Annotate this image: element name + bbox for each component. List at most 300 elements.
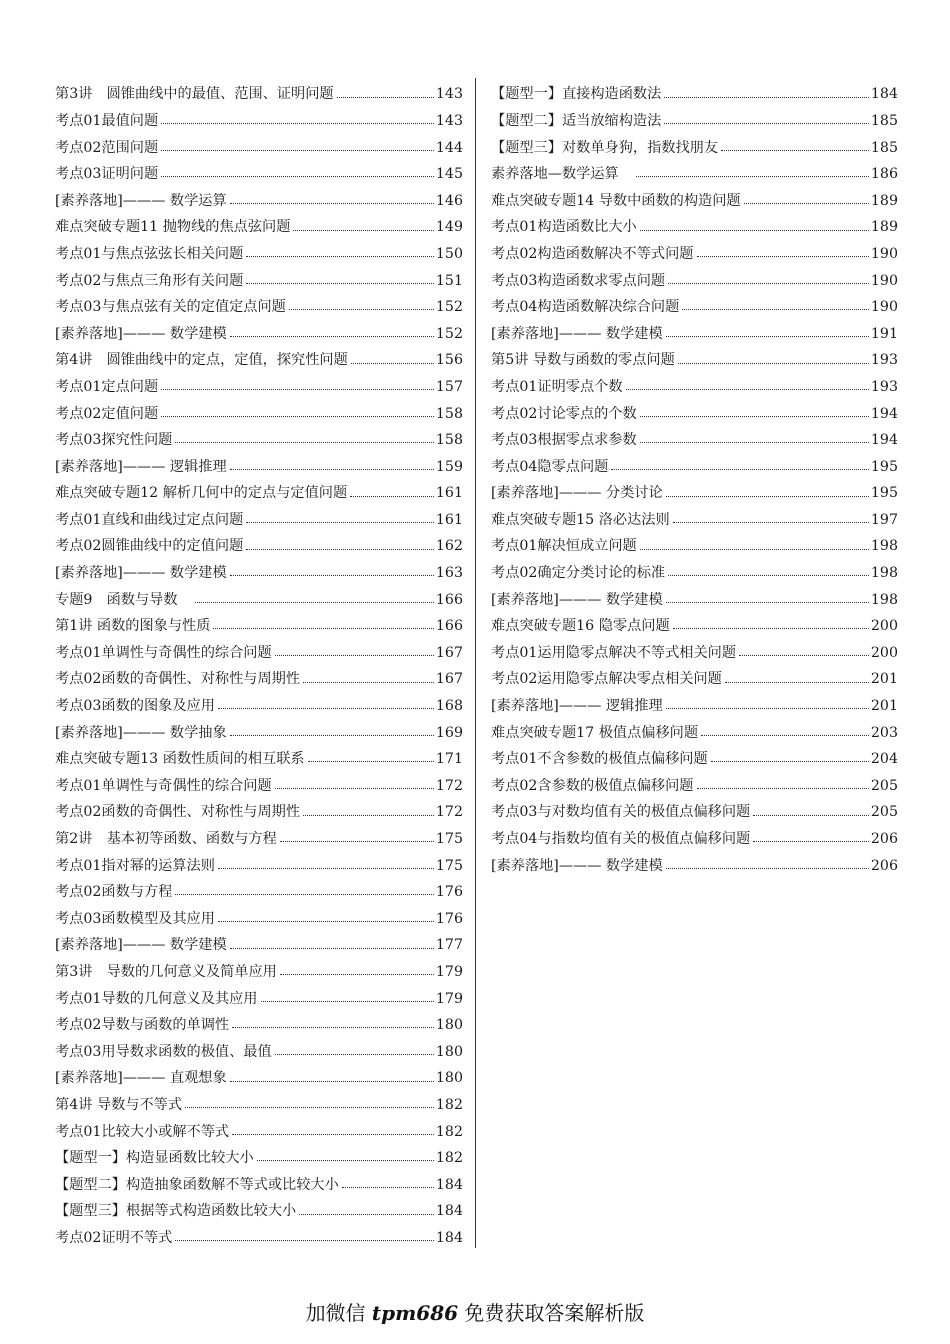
toc-entry-page: 159 [435,458,463,474]
dot-leader [246,256,434,257]
toc-entry[interactable] [491,713,898,740]
toc-entry-page: 191 [870,325,898,341]
toc-entry-title: [素养落地]——— 数学运算 [55,192,227,208]
toc-entry-page: 157 [435,378,463,395]
toc-entry-title: 考点03探究性问题 [55,432,173,448]
toc-entry-page: 175 [435,857,463,873]
toc-entry-page: 143 [435,86,463,102]
toc-entry[interactable] [55,899,463,926]
toc-entry-page: 182 [435,1123,463,1139]
toc-entry-title: 考点02函数的奇偶性、对称性与周期性 [55,671,301,687]
toc-entry-title: 考点01导数的几何意义及其应用 [55,990,258,1006]
dot-leader [342,1187,434,1188]
toc-entry-title: 考点01单调性与奇偶性的综合问题 [55,644,272,661]
toc-entry[interactable] [55,1219,463,1246]
toc-entry-page: 167 [435,644,463,661]
toc-entry-page: 184 [870,86,898,102]
toc-entry[interactable] [55,687,463,714]
toc-entry-page: 168 [435,698,463,714]
toc-entry-page: 203 [870,724,898,740]
toc-entry-title: 考点01证明零点个数 [491,378,623,395]
toc-entry-title: 考点01比较大小或解不等式 [55,1123,230,1139]
dot-leader [664,97,869,98]
toc-entry-title: 考点01运用隐零点解决不等式相关问题 [491,644,737,661]
toc-entry-title: [素养落地]——— 直观想象 [55,1070,227,1086]
toc-entry-page: 185 [870,139,898,155]
toc-entry[interactable] [491,447,898,474]
dot-leader [673,628,869,629]
toc-entry[interactable] [491,421,898,448]
toc-entry[interactable] [55,155,463,182]
toc-entry-title: 考点01定点问题 [55,378,159,395]
dot-leader [275,655,434,656]
toc-entry-page: 180 [435,1070,463,1086]
dot-leader [289,309,434,310]
dot-leader [230,575,434,576]
toc-entry-page: 189 [870,219,898,235]
toc-entry-title: 难点突破专题17 极值点偏移问题 [491,724,699,740]
toc-entry-page: 205 [870,804,898,820]
dot-leader [218,868,434,869]
toc-entry[interactable] [55,554,463,581]
toc-column-right [491,75,898,873]
toc-entry-page: 190 [870,245,898,262]
toc-entry-page: 176 [435,884,463,900]
toc-entry[interactable] [55,181,463,208]
dot-leader [682,309,869,310]
dot-leader [232,1134,434,1135]
toc-entry-page: 198 [870,591,898,607]
toc-entry[interactable] [55,368,463,395]
toc-entry[interactable] [55,261,463,288]
toc-entry-title: 考点03与对数均值有关的极值点偏移问题 [491,804,751,820]
toc-entry-title: 考点03函数的图象及应用 [55,698,215,714]
toc-entry-title: 考点02讨论零点的个数 [491,405,637,421]
toc-entry-page: 198 [870,538,898,554]
toc-entry[interactable] [491,474,898,501]
dot-leader [230,735,434,736]
toc-entry[interactable] [491,687,898,714]
toc-entry-page: 158 [435,432,463,448]
toc-entry[interactable] [55,128,463,155]
toc-entry[interactable] [491,181,898,208]
toc-entry-title: 第1讲 函数的图象与性质 [55,618,211,634]
dot-leader [175,1240,434,1241]
dot-leader [640,549,869,550]
toc-entry-page: 180 [435,1017,463,1033]
toc-entry[interactable] [55,1006,463,1033]
dot-leader [308,761,434,762]
toc-entry-title: 难点突破专题16 隐零点问题 [491,618,670,634]
toc-entry-page: 166 [435,618,463,634]
toc-entry-title: 第4讲 导数与不等式 [55,1096,183,1113]
dot-leader [232,1027,434,1028]
toc-entry-page: 152 [435,299,463,315]
dot-leader [195,602,434,603]
toc-entry-page: 143 [435,112,463,129]
toc-entry[interactable] [55,394,463,421]
footer-prefix: 加微信 [305,1301,372,1325]
toc-entry-page: 161 [435,485,463,501]
toc-entry[interactable] [491,580,898,607]
dot-leader [303,815,434,816]
toc-entry-page: 200 [870,644,898,661]
dot-leader [275,1054,434,1055]
dot-leader [246,283,434,284]
toc-entry-title: 考点04与指数均值有关的极值点偏移问题 [491,831,751,847]
toc-entry-title: 专题9 函数与导数 [55,591,192,607]
toc-entry-page: 161 [435,511,463,528]
dot-leader [640,442,869,443]
dot-leader [725,682,869,683]
toc-entry-title: 第2讲 基本初等函数、函数与方程 [55,831,277,847]
toc-entry[interactable] [55,953,463,980]
dot-leader [666,708,869,709]
toc-entry[interactable] [55,1139,463,1166]
toc-entry-title: [素养落地]——— 数学建模 [55,937,227,953]
toc-entry-title: 考点02定值问题 [55,405,159,421]
toc-entry-page: 158 [435,405,463,421]
toc-entry-title: [素养落地]——— 数学建模 [55,565,227,581]
toc-entry-title: 考点01直线和曲线过定点问题 [55,511,244,528]
toc-entry[interactable] [55,793,463,820]
toc-entry-title: 考点01构造函数比大小 [491,219,637,235]
toc-entry-title: 难点突破专题11 抛物线的焦点弦问题 [55,219,291,235]
dot-leader [161,176,434,177]
toc-entry-page: 184 [435,1229,463,1246]
toc-entry-title: [素养落地]——— 数学建模 [491,857,663,873]
toc-entry[interactable] [491,394,898,421]
toc-entry-page: 194 [870,405,898,421]
footer-wechat-id: tpm686 [371,1301,459,1325]
toc-entry-title: 考点01最值问题 [55,112,159,129]
toc-entry-page: 204 [870,751,898,767]
toc-entry[interactable] [55,1192,463,1219]
toc-entry-page: 200 [870,618,898,634]
dot-leader [280,841,434,842]
toc-entry[interactable] [491,288,898,315]
dot-leader [303,682,434,683]
dot-leader [275,788,434,789]
toc-entry-title: 考点02运用隐零点解决零点相关问题 [491,671,722,687]
toc-entry-page: 150 [435,245,463,262]
toc-entry-title: 素养落地—数学运算 [491,166,633,182]
dot-leader [701,735,869,736]
toc-entry-page: 182 [435,1150,463,1166]
toc-entry-title: 考点03证明问题 [55,166,159,182]
toc-entry[interactable] [55,235,463,262]
dot-leader [230,203,434,204]
toc-entry-page: 193 [870,352,898,368]
toc-entry-page: 186 [870,166,898,182]
dot-leader [161,389,434,390]
toc-entry-title: 考点01指对幂的运算法则 [55,857,215,873]
dot-leader [666,496,869,497]
toc-entry-page: 185 [870,112,898,129]
toc-entry-page: 177 [435,937,463,953]
toc-entry-title: 考点03函数模型及其应用 [55,910,215,926]
footer-suffix: 免费获取答案解析版 [458,1301,645,1325]
toc-entry[interactable] [491,75,898,102]
toc-entry-title: 考点02与焦点三角形有关问题 [55,272,244,288]
dot-leader [213,628,433,629]
dot-leader [230,948,434,949]
toc-entry[interactable] [491,314,898,341]
toc-entry-title: 【题型三】根据等式构造函数比较大小 [55,1203,297,1219]
toc-entry-page: 166 [435,591,463,607]
toc-entry-title: 考点03用导数求函数的极值、最值 [55,1043,272,1059]
toc-entry[interactable] [55,314,463,341]
toc-entry[interactable] [55,820,463,847]
dot-leader [161,416,434,417]
dot-leader [640,416,869,417]
toc-entry-page: 146 [435,192,463,208]
toc-entry-page: 172 [435,777,463,794]
column-divider [475,78,476,1248]
dot-leader [161,150,434,151]
toc-entry-title: 考点04构造函数解决综合问题 [491,299,680,315]
toc-entry[interactable] [491,820,898,847]
toc-entry-title: 考点03根据零点求参数 [491,432,637,448]
toc-entry[interactable] [55,75,463,102]
dot-leader [230,336,434,337]
toc-entry[interactable] [491,368,898,395]
toc-entry-page: 205 [870,777,898,794]
toc-entry[interactable] [55,633,463,660]
dot-leader [664,123,869,124]
toc-entry[interactable] [55,474,463,501]
toc-entry[interactable] [491,846,898,873]
dot-leader [711,761,869,762]
dot-leader [678,363,869,364]
toc-entry[interactable] [491,793,898,820]
toc-entry[interactable] [55,102,463,129]
dot-leader [337,97,434,98]
toc-entry-title: [素养落地]——— 逻辑推理 [55,458,227,474]
toc-entry-page: 206 [870,857,898,873]
toc-entry-title: 考点02确定分类讨论的标准 [491,565,666,581]
dot-leader [280,974,434,975]
dot-leader [261,1001,434,1002]
dot-leader [666,602,869,603]
toc-entry-page: 182 [435,1096,463,1113]
toc-entry-title: 考点02构造函数解决不等式问题 [491,245,694,262]
dot-leader [626,389,869,390]
toc-entry[interactable] [55,713,463,740]
toc-entry[interactable] [491,554,898,581]
toc-entry[interactable] [491,235,898,262]
toc-entry-page: 162 [435,538,463,554]
toc-entry-page: 169 [435,724,463,740]
toc-entry[interactable] [491,102,898,129]
toc-entry-page: 197 [870,511,898,528]
toc-entry-page: 163 [435,565,463,581]
toc-entry[interactable] [55,926,463,953]
toc-entry-page: 156 [435,352,463,368]
dot-leader [611,469,869,470]
toc-entry[interactable] [55,873,463,900]
toc-entry[interactable] [491,155,898,182]
toc-entry-title: 【题型一】构造显函数比较大小 [55,1150,254,1166]
toc-entry[interactable] [55,979,463,1006]
toc-entry[interactable] [55,1059,463,1086]
dot-leader [161,123,434,124]
toc-entry-title: 【题型二】适当放缩构造法 [491,112,662,129]
toc-entry-page: 179 [435,990,463,1006]
dot-leader [744,203,869,204]
dot-leader [753,841,869,842]
toc-entry[interactable] [55,1086,463,1113]
toc-entry-title: 考点01不含参数的极值点偏移问题 [491,751,708,767]
toc-entry-page: 180 [435,1043,463,1059]
dot-leader [218,708,434,709]
toc-entry-page: 201 [870,698,898,714]
dot-leader [636,176,869,177]
toc-entry-title: 考点02含参数的极值点偏移问题 [491,777,694,794]
dot-leader [697,256,869,257]
toc-entry-page: 195 [870,458,898,474]
toc-column-left [55,75,463,1245]
dot-leader [666,336,869,337]
toc-entry-title: 考点03构造函数求零点问题 [491,272,666,288]
toc-entry[interactable] [491,766,898,793]
toc-entry[interactable] [55,766,463,793]
toc-entry-title: 考点04隐零点问题 [491,458,609,474]
toc-entry-page: 201 [870,671,898,687]
toc-entry-title: 第3讲 圆锥曲线中的最值、范围、证明问题 [55,86,334,102]
toc-entry-page: 175 [435,831,463,847]
toc-entry-title: 考点01解决恒成立问题 [491,538,637,554]
dot-leader [721,150,869,151]
toc-entry[interactable] [55,421,463,448]
toc-entry[interactable] [55,660,463,687]
dot-leader [246,522,434,523]
toc-entry-page: 193 [870,378,898,395]
toc-entry-title: [素养落地]——— 逻辑推理 [491,698,663,714]
toc-entry[interactable] [491,607,898,634]
toc-entry[interactable] [55,740,463,767]
toc-entry[interactable] [491,501,898,528]
dot-leader [753,815,869,816]
dot-leader [230,1081,434,1082]
toc-entry-page: 184 [435,1176,463,1192]
toc-entry-title: 考点02函数的奇偶性、对称性与周期性 [55,804,301,820]
toc-entry[interactable] [55,1112,463,1139]
toc-entry-title: 难点突破专题15 洛必达法则 [491,511,670,528]
dot-leader [299,1214,434,1215]
toc-entry-title: 【题型一】直接构造函数法 [491,86,662,102]
toc-entry-title: 第5讲 导数与函数的零点问题 [491,352,675,368]
dot-leader [230,469,434,470]
toc-entry-page: 144 [435,139,463,155]
toc-entry[interactable] [491,740,898,767]
dot-leader [246,549,434,550]
toc-entry-page: 206 [870,831,898,847]
dot-leader [351,363,434,364]
dot-leader [175,894,434,895]
toc-entry[interactable] [55,208,463,235]
toc-entry[interactable] [491,261,898,288]
toc-entry[interactable] [55,288,463,315]
toc-entry-title: 考点02范围问题 [55,139,159,155]
toc-entry[interactable] [55,1032,463,1059]
toc-entry[interactable] [491,633,898,660]
toc-entry[interactable] [491,208,898,235]
toc-entry-title: [素养落地]——— 数学建模 [491,591,663,607]
toc-entry-title: 第4讲 圆锥曲线中的定点，定值，探究性问题 [55,352,348,368]
toc-entry-title: 第3讲 导数的几何意义及简单应用 [55,963,277,980]
toc-entry-page: 179 [435,963,463,980]
dot-leader [218,921,434,922]
dot-leader [257,1160,434,1161]
toc-entry[interactable] [491,341,898,368]
toc-entry[interactable] [55,527,463,554]
toc-entry-title: 难点突破专题13 函数性质间的相互联系 [55,751,305,767]
toc-entry-page: 152 [435,325,463,341]
toc-entry-title: [素养落地]——— 数学建模 [55,325,227,341]
dot-leader [640,230,869,231]
toc-entry-title: 考点02函数与方程 [55,884,173,900]
toc-entry[interactable] [55,846,463,873]
toc-entry-title: 考点03与焦点弦有关的定值定点问题 [55,299,286,315]
toc-entry-page: 149 [435,219,463,235]
toc-entry-title: 考点01与焦点弦弦长相关问题 [55,245,244,262]
dot-leader [175,442,434,443]
toc-entry-page: 172 [435,804,463,820]
toc-entry-page: 176 [435,910,463,926]
toc-entry[interactable] [55,1165,463,1192]
toc-entry-title: 【题型三】对数单身狗，指数找朋友 [491,139,719,155]
dot-leader [673,522,869,523]
toc-entry[interactable] [55,607,463,634]
toc-entry-page: 194 [870,432,898,448]
toc-entry-page: 145 [435,166,463,182]
toc-entry-title: 考点02圆锥曲线中的定值问题 [55,538,244,554]
dot-leader [293,230,434,231]
dot-leader [666,868,869,869]
toc-entry-page: 198 [870,565,898,581]
toc-entry-page: 190 [870,272,898,288]
toc-entry-page: 190 [870,299,898,315]
toc-entry[interactable] [491,527,898,554]
toc-entry-title: [素养落地]——— 数学抽象 [55,724,227,740]
toc-entry-title: 难点突破专题12 解析几何中的定点与定值问题 [55,485,348,501]
toc-entry[interactable] [55,501,463,528]
dot-leader [668,575,869,576]
footer-promo [0,1297,950,1326]
toc-entry-page: 171 [435,751,463,767]
toc-entry-title: [素养落地]——— 数学建模 [491,325,663,341]
toc-entry-title: 考点01单调性与奇偶性的综合问题 [55,777,272,794]
toc-entry-page: 167 [435,671,463,687]
toc-entry-page: 189 [870,192,898,208]
toc-entry[interactable] [491,660,898,687]
toc-entry-title: 【题型二】构造抽象函数解不等式或比较大小 [55,1176,339,1192]
toc-entry[interactable] [55,580,463,607]
dot-leader [668,283,869,284]
toc-entry-page: 184 [435,1203,463,1219]
dot-leader [739,655,869,656]
toc-entry-page: 195 [870,485,898,501]
dot-leader [697,788,869,789]
toc-entry[interactable] [55,341,463,368]
toc-entry-title: [素养落地]——— 分类讨论 [491,485,663,501]
dot-leader [350,496,434,497]
toc-entry-title: 考点02导数与函数的单调性 [55,1017,230,1033]
toc-entry-title: 考点02证明不等式 [55,1229,173,1246]
toc-entry[interactable] [491,128,898,155]
toc-entry[interactable] [55,447,463,474]
